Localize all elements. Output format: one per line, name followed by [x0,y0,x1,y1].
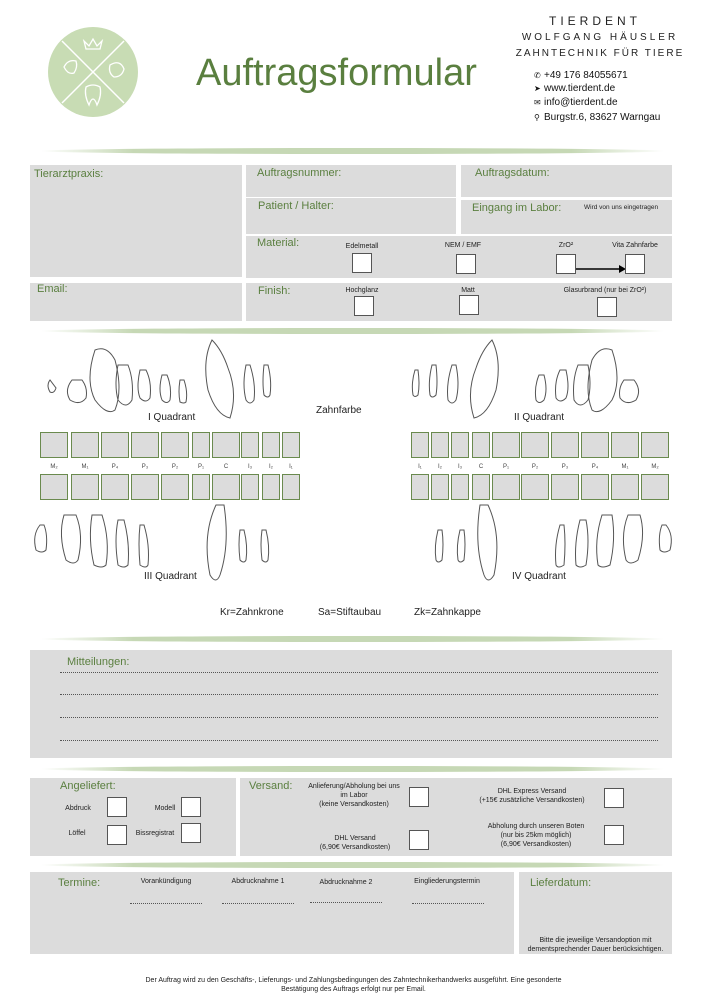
tooth-box-upper-right[interactable] [492,432,520,458]
praxis-field[interactable] [30,165,242,277]
quadrant-label: II Quadrant [514,412,565,423]
quadrant-label: I Quadrant [148,412,196,423]
divider [40,862,665,868]
note-line [60,740,658,741]
finish-label: Finish: [258,285,291,297]
auftragsnummer-label: Auftragsnummer: [257,167,342,179]
angeliefert-checkbox-loeffel[interactable] [107,825,127,845]
tooth-box-upper-left[interactable] [192,432,210,458]
versand-checkbox-dhl-express[interactable] [604,788,624,808]
tooth-box-upper-right[interactable] [431,432,449,458]
versand-checkbox-abholung[interactable] [409,787,429,807]
tooth-box-lower-right[interactable] [581,474,609,500]
tooth-label: P₃ [141,464,149,470]
angeliefert-checkbox-abdruck[interactable] [107,797,127,817]
owner-name: WOLFGANG HÄUSLER [521,32,679,43]
quadrant-label: IV Quadrant [512,571,566,582]
versand-checkbox-dhl[interactable] [409,830,429,850]
brand-subtitle: ZAHNTECHNIK FÜR TIERE [515,48,685,59]
tooth-box-upper-right[interactable] [411,432,429,458]
tooth-label: P₃ [561,464,569,470]
auftragsdatum-label: Auftragsdatum: [475,167,550,179]
finish-option-label: Matt [461,287,475,294]
mitteilungen-label: Mitteilungen: [67,656,130,668]
tooth-label: I₃ [457,464,463,470]
angeliefert-checkbox-modell[interactable] [181,797,201,817]
tooth-label: P₂ [171,464,179,470]
versand-label: Versand: [249,780,293,792]
page-title: Auftragsformular [196,52,477,94]
email-label: Email: [37,283,68,295]
tooth-box-upper-left[interactable] [131,432,159,458]
tooth-label: M₁ [81,464,89,470]
finish-checkbox-glasurbrand[interactable] [597,297,617,317]
finish-option-label: Glasurbrand (nur bei ZrO²) [563,287,647,294]
material-checkbox-vita[interactable] [625,254,645,274]
material-checkbox-edelmetall[interactable] [352,253,372,273]
tooth-box-upper-left[interactable] [101,432,129,458]
tooth-box-upper-left[interactable] [262,432,280,458]
tooth-label: I₁ [418,464,422,470]
phone-icon: ✆ [534,71,541,80]
tooth-box-upper-right[interactable] [521,432,549,458]
tooth-box-lower-right[interactable] [611,474,639,500]
legend-item: Kr=Zahnkrone [220,607,284,618]
contact-email: ✉ info@tierdent.de [534,97,618,108]
tooth-box-lower-left[interactable] [40,474,68,500]
termin-label: Vorankündigung [140,878,192,885]
tooth-box-upper-left[interactable] [212,432,240,458]
eingang-note: Wird von uns eingetragen [584,204,659,211]
termin-input[interactable] [222,903,294,904]
tooth-box-upper-right[interactable] [581,432,609,458]
note-line [60,694,658,695]
tooth-label: I₁ [289,464,293,470]
tooth-box-lower-left[interactable] [212,474,240,500]
tooth-box-lower-right[interactable] [451,474,469,500]
tooth-box-lower-left[interactable] [192,474,210,500]
eingang-label: Eingang im Labor: [472,202,562,214]
material-option-label: ZrO² [558,242,574,249]
tooth-box-lower-right[interactable] [641,474,669,500]
angeliefert-item-label: Modell [154,805,176,812]
tooth-label: P₄ [591,464,599,470]
tooth-box-upper-right[interactable] [611,432,639,458]
termin-label: Eingliederungstermin [414,878,480,885]
termin-input[interactable] [310,902,382,903]
tooth-box-lower-left[interactable] [241,474,259,500]
divider [40,766,665,772]
tooth-box-upper-left[interactable] [241,432,259,458]
tooth-label: P₄ [111,464,119,470]
cursor-icon: ➤ [534,84,541,93]
contact-address: ⚲ Burgstr.6, 83627 Warngau [534,112,661,123]
note-line [60,672,658,673]
versand-checkbox-bote[interactable] [604,825,624,845]
tooth-box-lower-right[interactable] [492,474,520,500]
tooth-box-upper-right[interactable] [472,432,490,458]
arrow-icon [576,260,626,268]
tooth-label: M₂ [651,464,659,470]
praxis-label: Tierarztpraxis: [34,168,104,180]
tooth-box-upper-left[interactable] [71,432,99,458]
tooth-label: I₂ [269,464,273,470]
tooth-label: P₁ [502,464,510,470]
note-line [60,717,658,718]
termin-label: Abdrucknahme 1 [231,878,285,885]
tooth-box-lower-right[interactable] [411,474,429,500]
finish-checkbox-hochglanz[interactable] [354,296,374,316]
tooth-box-lower-right[interactable] [431,474,449,500]
termin-label: Abdrucknahme 2 [319,879,373,886]
brand-name: TIERDENT [549,14,641,28]
material-checkbox-nem[interactable] [456,254,476,274]
versand-option-label: DHL Versand (6,90€ Versandkosten) [319,835,391,851]
divider [40,148,665,154]
tooth-box-lower-left[interactable] [71,474,99,500]
mail-icon: ✉ [534,98,541,107]
tooth-box-upper-left[interactable] [40,432,68,458]
tooth-box-upper-left[interactable] [161,432,189,458]
zahnfarbe-label: Zahnfarbe [316,405,362,416]
versand-option-label: Abholung durch unseren Boten (nur bis 25km möglich) (6,90€ Versandkosten) [487,823,585,848]
angeliefert-item-label: Löffel [68,830,86,837]
tooth-box-upper-right[interactable] [551,432,579,458]
tooth-box-lower-right[interactable] [551,474,579,500]
angeliefert-label: Angeliefert: [60,780,116,792]
material-checkbox-zro2[interactable] [556,254,576,274]
tooth-box-upper-right[interactable] [451,432,469,458]
tooth-label: M₂ [50,464,58,470]
tooth-label: M₁ [621,464,629,470]
divider [40,328,665,334]
finish-option-label: Hochglanz [345,287,379,294]
quadrant-label: III Quadrant [144,571,197,582]
material-option-label: NEM / EMF [444,242,482,249]
divider [40,636,665,642]
tooth-label: C [478,464,484,470]
tooth-box-lower-left[interactable] [282,474,300,500]
versand-option-label: Anlieferung/Abholung bei uns im Labor (keine Versandkosten) [308,783,400,808]
contact-phone: ✆ +49 176 84055671 [534,70,628,81]
logo [48,27,138,117]
termin-input[interactable] [130,903,202,904]
termine-label: Termine: [58,877,101,889]
lieferdatum-note: Bitte die jeweilige Versandoption mit dementsprechender Dauer berücksichtigen. [527,937,664,953]
tooth-box-lower-right[interactable] [521,474,549,500]
tooth-box-upper-left[interactable] [282,432,300,458]
tooth-label: I₂ [438,464,442,470]
tooth-label: I₃ [247,464,253,470]
tooth-box-lower-left[interactable] [131,474,159,500]
contact-web: ➤ www.tierdent.de [534,83,616,94]
footer-text: Der Auftrag wird zu den Geschäfts-, Lieferungs- und Zahlungsbedingungen des Zahntechnikerhandwerks ausgeführt. Eine gesonderte Bestätigung des Auftrags erfolgt nur per Email. [145,977,562,993]
finish-checkbox-matt[interactable] [459,295,479,315]
angeliefert-item-label: Bissregistrat [135,830,175,837]
angeliefert-item-label: Abdruck [65,805,91,812]
angeliefert-checkbox-bissregistrat[interactable] [181,823,201,843]
termin-input[interactable] [412,903,484,904]
tooth-box-lower-left[interactable] [101,474,129,500]
material-option-label: Vita Zahnfarbe [612,242,658,249]
tooth-box-lower-left[interactable] [161,474,189,500]
tooth-box-upper-right[interactable] [641,432,669,458]
tooth-label: P₁ [197,464,205,470]
versand-option-label: DHL Express Versand (+15€ zusätzliche Versandkosten) [479,788,585,804]
legend-item: Sa=Stiftaubau [318,607,382,618]
location-pin-icon: ⚲ [534,113,540,122]
patient-label: Patient / Halter: [258,200,334,212]
tooth-label: C [223,464,229,470]
tooth-label: P₂ [531,464,539,470]
lieferdatum-label: Lieferdatum: [530,877,592,889]
tooth-box-lower-left[interactable] [262,474,280,500]
material-option-label: Edelmetall [345,243,379,250]
tooth-box-lower-right[interactable] [472,474,490,500]
material-label: Material: [257,237,300,249]
legend-item: Zk=Zahnkappe [414,607,481,618]
